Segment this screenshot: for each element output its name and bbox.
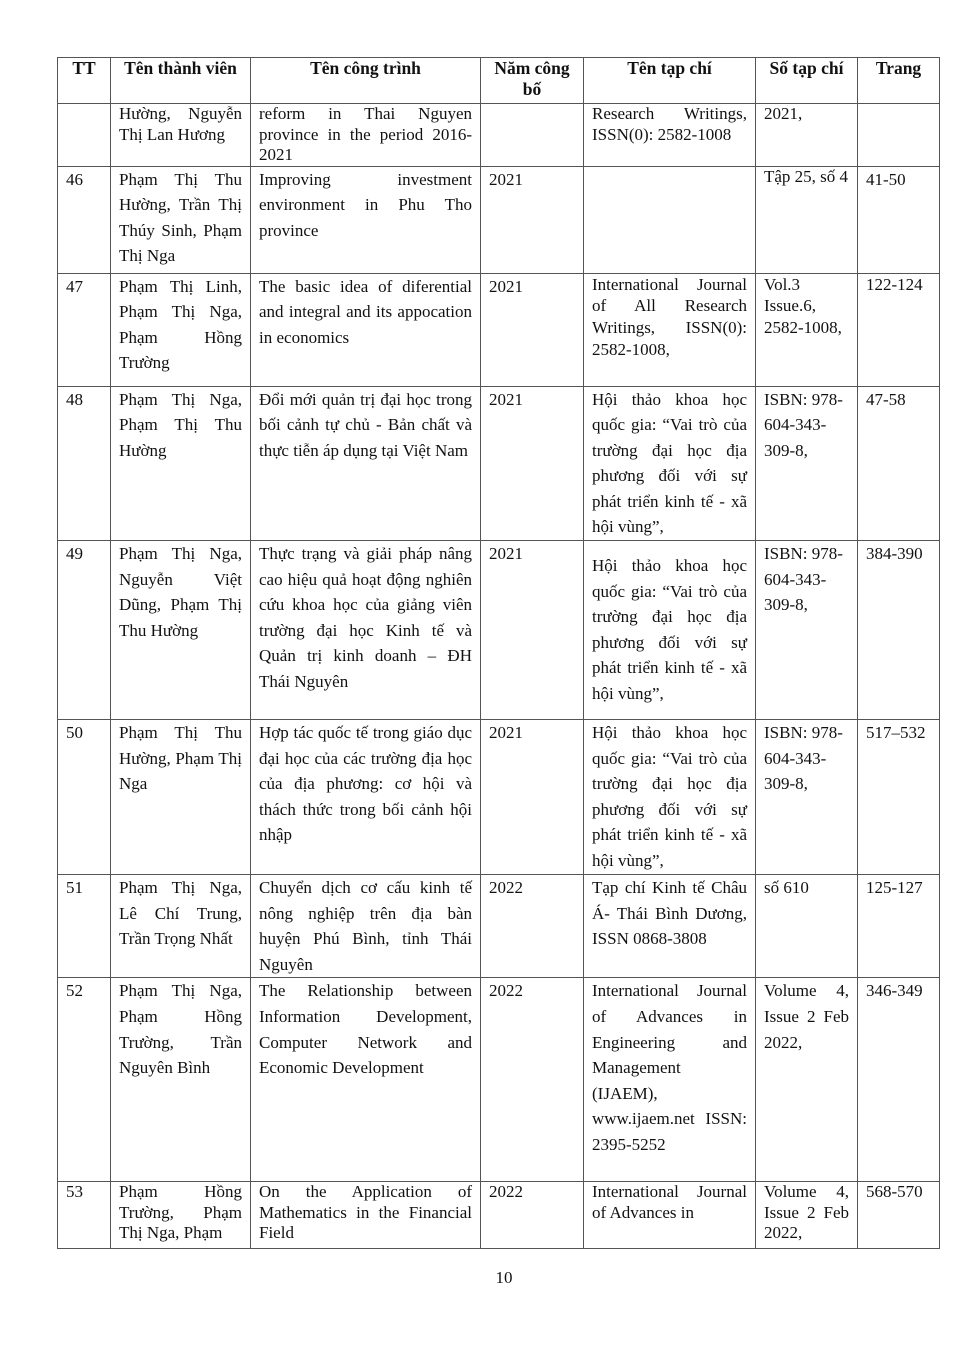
cell-tt: 53 — [58, 1182, 111, 1249]
cell-year — [481, 104, 584, 167]
cell-year: 2022 — [481, 1182, 584, 1249]
cell-issue: 2021, — [756, 104, 858, 167]
cell-journal: Hội thảo khoa học quốc gia: “Vai trò của trường đại học địa phương đối với sự phát triển kinh tế - xã hội vùng”, — [584, 386, 756, 541]
cell-year: 2021 — [481, 720, 584, 875]
table-row — [58, 273, 940, 386]
cell-member: Phạm Thị Nga, Phạm Thị Thu Hường — [111, 386, 251, 541]
cell-pages: 568-570 — [858, 1182, 940, 1249]
cell-member: Phạm Hồng Trường, Phạm Thị Nga, Phạm — [111, 1182, 251, 1249]
cell-pages: 122-124 — [858, 273, 940, 386]
cell-member: Phạm Thị Nga, Lê Chí Trung, Trần Trọng Nhất — [111, 875, 251, 978]
header-pages: Trang — [858, 58, 940, 104]
publications-table — [57, 57, 940, 1249]
cell-title: Đổi mới quản trị đại học trong bối cảnh tự chủ - Bản chất và thực tiễn áp dụng tại Việt Nam — [251, 386, 481, 541]
cell-member: Phạm Thị Thu Hường, Trần Thị Thúy Sinh, Phạm Thị Nga — [111, 166, 251, 273]
cell-title: The Relationship between Information Development, Computer Network and Economic Development — [251, 978, 481, 1182]
cell-year: 2022 — [481, 875, 584, 978]
cell-tt: 48 — [58, 386, 111, 541]
cell-issue: ISBN: 978-604-343-309-8, — [756, 541, 858, 720]
cell-member: Hường, Nguyễn Thị Lan Hương — [111, 104, 251, 167]
table-row — [58, 1182, 940, 1249]
cell-tt: 47 — [58, 273, 111, 386]
cell-pages: 346-349 — [858, 978, 940, 1182]
header-title: Tên công trình — [251, 58, 481, 104]
header-member: Tên thành viên — [111, 58, 251, 104]
cell-year: 2021 — [481, 386, 584, 541]
cell-journal: International Journal of Advances in — [584, 1182, 756, 1249]
cell-member: Phạm Thị Linh, Phạm Thị Nga, Phạm Hồng Trường — [111, 273, 251, 386]
cell-journal: Research Writings, ISSN(0): 2582-1008 — [584, 104, 756, 167]
cell-issue: Vol.3 Issue.6, 2582-1008, — [756, 273, 858, 386]
cell-pages: 47-58 — [858, 386, 940, 541]
cell-journal: Tạp chí Kinh tế Châu Á- Thái Bình Dương, ISSN 0868-3808 — [584, 875, 756, 978]
cell-title: Thực trạng và giải pháp nâng cao hiệu quả hoạt động nghiên cứu khoa học của giảng viên trường đại học Kinh tế và Quản trị kinh doanh – ĐH Thái Nguyên — [251, 541, 481, 720]
header-issue: Số tạp chí — [756, 58, 858, 104]
cell-issue: Tập 25, số 4 — [756, 166, 858, 273]
table-row — [58, 875, 940, 978]
cell-pages: 41-50 — [858, 166, 940, 273]
cell-journal: Hội thảo khoa học quốc gia: “Vai trò của trường đại học địa phương đối với sự phát triển kinh tế - xã hội vùng”, — [584, 720, 756, 875]
cell-pages: 384-390 — [858, 541, 940, 720]
header-journal: Tên tạp chí — [584, 58, 756, 104]
cell-issue: Volume 4, Issue 2 Feb 2022, — [756, 978, 858, 1182]
cell-journal: International Journal of Advances in Engineering and Management (IJAEM), www.ijaem.net ISSN: 2395-5252 — [584, 978, 756, 1182]
cell-pages: 125-127 — [858, 875, 940, 978]
cell-title: Improving investment environment in Phu Tho province — [251, 166, 481, 273]
cell-issue: Volume 4, Issue 2 Feb 2022, — [756, 1182, 858, 1249]
cell-year: 2021 — [481, 541, 584, 720]
cell-journal — [584, 166, 756, 273]
cell-tt: 50 — [58, 720, 111, 875]
cell-title: Chuyển dịch cơ cấu kinh tế nông nghiệp trên địa bàn huyện Phú Bình, tỉnh Thái Nguyên — [251, 875, 481, 978]
cell-year: 2022 — [481, 978, 584, 1182]
table-row — [58, 166, 940, 273]
cell-journal: International Journal of All Research Writings, ISSN(0): 2582-1008, — [584, 273, 756, 386]
page-number: 10 — [495, 1268, 513, 1287]
cell-year: 2021 — [481, 273, 584, 386]
table-row — [58, 386, 940, 541]
cell-issue: ISBN: 978-604-343-309-8, — [756, 386, 858, 541]
header-year: Năm công bố — [481, 58, 584, 104]
cell-issue: ISBN: 978-604-343-309-8, — [756, 720, 858, 875]
cell-tt — [58, 104, 111, 167]
cell-year: 2021 — [481, 166, 584, 273]
cell-member: Phạm Thị Nga, Nguyễn Việt Dũng, Phạm Thị Thu Hường — [111, 541, 251, 720]
cell-title: The basic idea of diferential and integral and its appocation in economics — [251, 273, 481, 386]
cell-title: On the Application of Mathematics in the Financial Field — [251, 1182, 481, 1249]
table-row — [58, 720, 940, 875]
cell-title: Hợp tác quốc tế trong giáo dục đại học của các trường địa học của địa phương: cơ hội và thách thức trong bối cảnh hội nhập — [251, 720, 481, 875]
table-row — [58, 978, 940, 1182]
table-header-row — [58, 58, 940, 104]
cell-tt: 51 — [58, 875, 111, 978]
cell-tt: 49 — [58, 541, 111, 720]
header-tt: TT — [58, 58, 111, 104]
cell-pages — [858, 104, 940, 167]
cell-tt: 52 — [58, 978, 111, 1182]
cell-title: reform in Thai Nguyen province in the period 2016-2021 — [251, 104, 481, 167]
cell-pages: 517–532 — [858, 720, 940, 875]
table-row — [58, 104, 940, 167]
table-row — [58, 541, 940, 720]
cell-issue: số 610 — [756, 875, 858, 978]
cell-member: Phạm Thị Thu Hường, Phạm Thị Nga — [111, 720, 251, 875]
cell-member: Phạm Thị Nga, Phạm Hồng Trường, Trần Nguyên Bình — [111, 978, 251, 1182]
cell-tt: 46 — [58, 166, 111, 273]
cell-journal: Hội thảo khoa học quốc gia: “Vai trò của trường đại học địa phương đối với sự phát triển kinh tế - xã hội vùng”, — [584, 541, 756, 720]
